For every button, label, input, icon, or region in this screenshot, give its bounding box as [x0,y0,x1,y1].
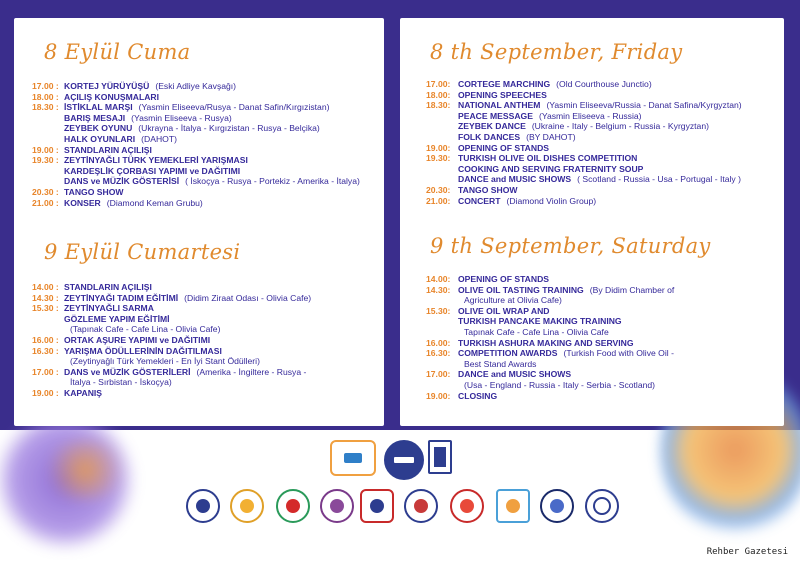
schedule-time [426,111,458,122]
schedule-time: 19.00 : [32,387,59,398]
schedule-row [32,92,360,103]
schedule-row [32,123,360,134]
schedule-note: İtalya - Sırbistan - İskoçya) [70,377,172,388]
schedule-time: 14.00: [426,274,451,284]
schedule-event: İSTİKLAL MARŞI [64,102,133,113]
day2-heading-tr: 9 Eylül Cumartesi [44,240,241,264]
schedule-time: 17.00: [426,369,451,380]
schedule-event: DANS ve MÜZİK GÖSTERİSİ [64,176,180,187]
schedule-note: (DAHOT) [141,133,177,144]
schedule-time [32,123,64,134]
schedule-row [32,388,311,399]
schedule-event: DANS ve MÜZİK GÖSTERİLERİ [64,366,191,377]
schedule-event: PEACE MESSAGE [458,110,533,121]
schedule-event: KAPANIŞ [64,387,103,398]
schedule-event: CLOSING [458,390,498,401]
schedule-time [426,380,458,391]
schedule-time [32,134,64,145]
schedule-time: 14.30 : [32,292,59,303]
schedule-event: ZEYBEK DANCE [458,121,526,132]
schedule-row [426,348,674,359]
schedule-row [32,187,360,198]
schedule-row [32,314,311,325]
schedule-time: 19.30 : [32,155,59,166]
schedule-row [32,176,360,187]
schedule-event: ORTAK AŞURE YAPIMI ve DAĞITIMI [64,334,211,345]
schedule-event: OLIVE OIL WRAP AND [458,305,550,316]
schedule-row [426,153,742,164]
schedule-event: CORTEGE MARCHING [458,79,551,89]
schedule-row [32,166,360,177]
day2-schedule-tr [32,282,311,399]
schedule-row [426,100,742,111]
watermark-text: Rehber Gazetesi [706,547,788,557]
schedule-event: KORTEJ YÜRÜYÜŞÜ [64,81,150,91]
schedule-row [426,196,742,207]
schedule-row [32,198,360,209]
schedule-note: (Yasmin Eliseeva/Rusya - Danat Safin/Kırgızistan) [138,102,330,113]
schedule-row [426,369,674,380]
schedule-row [426,164,742,175]
schedule-note: Tapınak Cafe - Cafe Lina - Olivia Cafe [464,326,609,337]
schedule-event: OPENING SPEECHES [458,89,547,100]
schedule-event: CONCERT [458,195,501,206]
schedule-note: (Zeytinyağlı Türk Yemekleri - En İyi Stant Ödülleri) [70,356,260,367]
schedule-event: ZEYTİNYAĞLI TÜRK YEMEKLERİ YARIŞMASI [64,155,248,166]
schedule-time [426,316,458,327]
schedule-event: STANDLARIN AÇILIŞI [64,282,152,292]
turkish-emblem-logo [276,489,310,523]
schedule-note: (Usa - England - Russia - Italy - Serbia - Scotland) [464,379,656,390]
schedule-time: 19.00 : [32,144,59,155]
round-seal-logo [404,489,438,523]
schedule-event: OPENING OF STANDS [458,142,550,153]
schedule-time: 18.30: [426,100,451,111]
schedule-time: 20.30 : [32,186,59,197]
schedule-time [32,356,64,367]
schedule-event: TURKISH ASHURA MAKING AND SERVING [458,337,634,348]
column-logo [186,489,220,523]
schedule-time: 18.00: [426,89,451,100]
schedule-event: TURKISH OLIVE OIL DISHES COMPETITION [458,153,638,164]
schedule-time: 19.00: [426,390,451,401]
schedule-time: 16.30: [426,348,451,359]
schedule-event: ZEYBEK OYUNU [64,123,133,134]
schedule-event: COMPETITION AWARDS [458,348,558,359]
schedule-row [32,155,360,166]
schedule-note: (Yasmin Eliseeva/Russia - Danat Safina/Kyrgyztan) [546,100,742,111]
schedule-note: (Turkish Food with Olive Oil - [563,348,674,359]
schedule-time: 17.00 : [32,81,59,91]
schedule-event: BARIŞ MESAJI [64,112,126,123]
schedule-note: (By Didim Chamber of [589,284,675,295]
schedule-event: HALK OYUNLARI [64,133,136,144]
schedule-note: (Eski Adliye Kavşağı) [155,81,237,91]
schedule-time: 16.30 : [32,345,59,356]
schedule-event: TURKISH PANCAKE MAKING TRAINING [458,316,622,327]
schedule-time: 21.00: [426,195,451,206]
schedule-time [426,121,458,132]
schedule-row [426,111,742,122]
schedule-event: TANGO SHOW [458,184,518,195]
turkish-program-panel [14,18,384,426]
schedule-time: 15.30: [426,305,451,316]
schedule-row [426,380,674,391]
schedule-note: (Diamond Keman Grubu) [106,197,203,208]
schedule-row [426,285,674,296]
schedule-row [426,132,742,143]
schedule-time [426,295,458,306]
schedule-row [426,316,674,327]
schedule-time: 16.00: [426,337,451,348]
schedule-row [32,145,360,156]
schedule-time [426,164,458,175]
schedule-event: OPENING OF STANDS [458,274,550,284]
schedule-time: 14.00 : [32,282,59,292]
schedule-time [32,314,64,325]
schedule-row [426,295,674,306]
schedule-time [426,132,458,143]
schedule-event: GÖZLEME YAPIM EĞİTİMİ [64,313,170,324]
english-program-panel [400,18,784,426]
schedule-time: 19.30: [426,153,451,164]
schedule-event: STANDLARIN AÇILIŞI [64,144,152,155]
schedule-time: 14.30: [426,284,451,295]
schedule-event: AÇILIŞ KONUŞMALARI [64,91,160,102]
schedule-row [32,377,311,388]
schedule-note: Agriculture at Olivia Cafe) [464,295,562,306]
schedule-row [426,143,742,154]
schedule-time: 20.30: [426,184,451,195]
schedule-row [32,282,311,293]
day1-schedule-tr [32,81,360,208]
schedule-row [32,81,360,92]
schedule-event: YARIŞMA ÖDÜLLERİNİN DAĞITILMASI [64,345,222,356]
figure-logo [320,489,354,523]
schedule-row [426,359,674,370]
schedule-row [426,327,674,338]
dicom-logo [384,440,424,480]
schedule-row [32,102,360,113]
schedule-note: (Tapınak Cafe - Cafe Lina - Olivia Cafe) [70,324,221,335]
red-seal-logo [450,489,484,523]
schedule-note: ( İskoçya - Rusya - Portekiz - Amerika - İtalya) [185,176,360,187]
day1-heading-en: 8 th September, Friday [430,40,683,64]
schedule-row [426,90,742,101]
schedule-time [32,324,64,335]
day1-schedule-en [426,79,742,206]
schedule-time: 15.30 : [32,303,59,314]
schedule-time: 17.00 : [32,366,59,377]
schedule-time [32,113,64,124]
schedule-note: Best Stand Awards [464,358,537,369]
day2-schedule-en [426,274,674,401]
schedule-row [426,121,742,132]
schedule-note: (Ukraine - Italy - Belgium - Russia - Kyrgyztan) [531,121,709,132]
schedule-note: (Yasmin Eliseeva - Rusya) [131,112,232,123]
schedule-row [426,79,742,90]
didim-municipality-logo [330,440,376,476]
schedule-event: COOKING AND SERVING FRATERNITY SOUP [458,163,644,174]
schedule-time: 18.30 : [32,102,59,113]
schedule-time [426,359,458,370]
schedule-event: DANCE and MUSIC SHOWS [458,369,572,380]
schedule-row [426,185,742,196]
schedule-row [32,303,311,314]
schedule-note: (Old Courthouse Junctio) [556,79,652,89]
day2-heading-en: 9 th September, Saturday [430,234,711,258]
schedule-note: ( Scotland - Russia - Usa - Portugal - Italy ) [577,174,741,185]
schedule-row [32,367,311,378]
schedule-row [32,335,311,346]
schedule-note: (Diamond Violin Group) [506,195,597,206]
schedule-time: 16.00 : [32,334,59,345]
schedule-row [32,293,311,304]
schedule-event: ZEYTİNYAĞI TADIM EĞİTİMİ [64,292,179,303]
schedule-row [32,324,311,335]
schedule-event: DANCE and MUSIC SHOWS [458,174,572,185]
schedule-note: (Yasmin Eliseeva - Russia) [538,110,642,121]
schedule-time: 19.00: [426,142,451,153]
schedule-row [426,338,674,349]
schedule-row [32,346,311,357]
paint-splash-orange-left [40,440,130,500]
schedule-note: (BY DAHOT) [526,131,576,142]
schedule-time: 18.00 : [32,91,59,102]
schedule-event: TANGO SHOW [64,186,124,197]
schedule-row [426,306,674,317]
schedule-row [32,113,360,124]
schedule-time [426,174,458,185]
ditur-logo [496,489,530,523]
schedule-note: (Amerika - İngiltere - Rusya - [196,366,307,377]
schedule-event: KONSER [64,197,101,208]
schedule-row [32,134,360,145]
shield-logo [360,489,394,523]
sun-logo [230,489,264,523]
schedule-row [32,356,311,367]
schedule-time: 21.00 : [32,197,59,208]
blue-seal-logo [540,489,574,523]
schedule-event: FOLK DANCES [458,131,521,142]
day1-heading-tr: 8 Eylül Cuma [44,40,191,64]
schedule-time [426,327,458,338]
schedule-row [426,391,674,402]
schedule-time: 17.00: [426,79,451,89]
schedule-event: OLIVE OIL TASTING TRAINING [458,284,584,295]
schedule-row [426,274,674,285]
schedule-time [32,377,64,388]
schedule-event: ZEYTİNYAĞLI SARMA [64,303,154,314]
schedule-event: NATIONAL ANTHEM [458,100,541,111]
schedule-time [32,166,64,177]
building-logo [428,440,452,474]
schedule-row [426,174,742,185]
schedule-note: (Ukrayna - İtalya - Kırgızistan - Rusya - Belçika) [138,123,320,134]
dance-logo [585,489,619,523]
schedule-time [32,176,64,187]
schedule-note: (Didim Ziraat Odası - Olivia Cafe) [184,292,312,303]
schedule-event: KARDEŞLİK ÇORBASI YAPIMI ve DAĞITIMI [64,165,241,176]
